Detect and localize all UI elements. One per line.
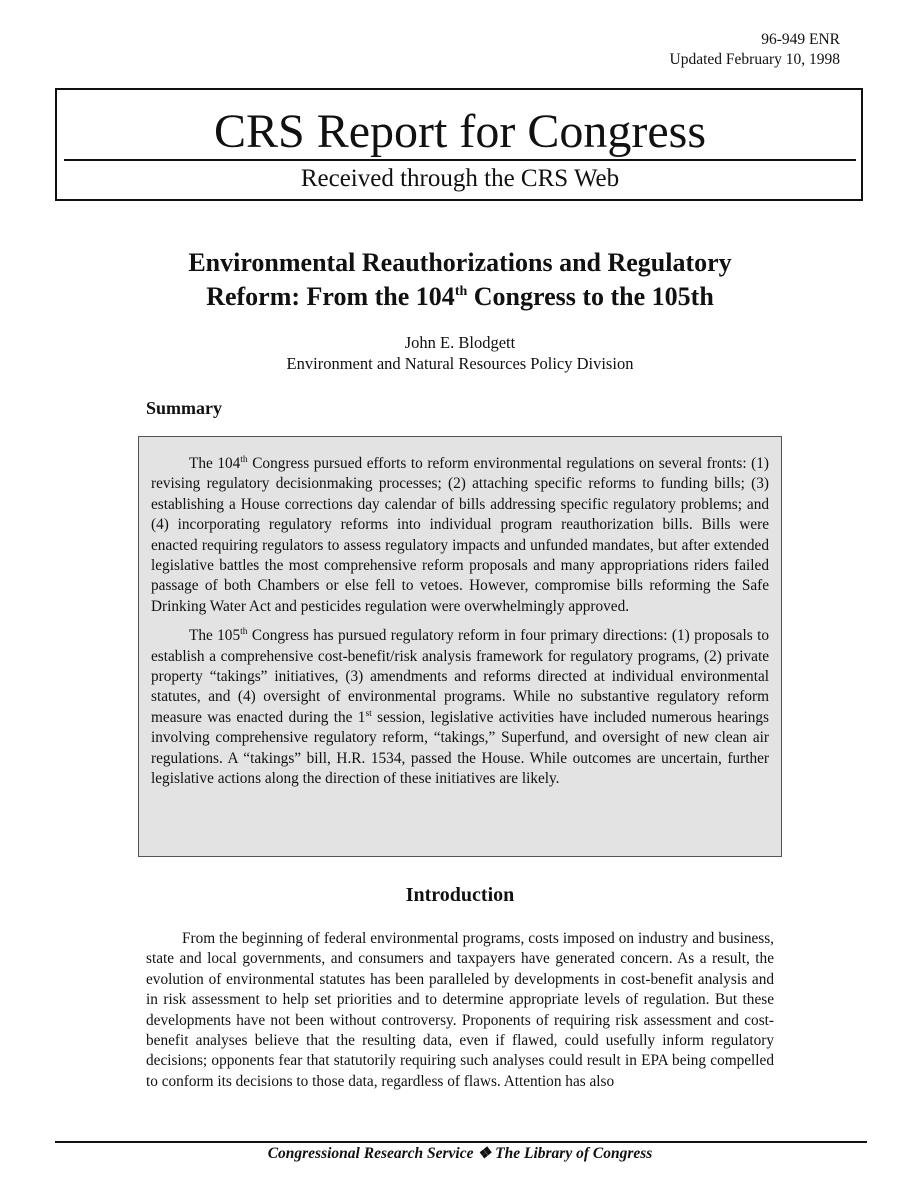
introduction-heading: Introduction: [405, 884, 515, 906]
summary-p1-text: Congress pursued efforts to reform environmental regulations on several fronts: (1) revising regulatory decisionmaking processes; (2) attaching specific reforms to funding bills; (3) establishing a House corrections day calendar of bills addressing specific regulatory problems; and (4) incorporating regulatory reforms into individual program reauthorization bills. Bills were enacted requiring regulators to assess regulatory impacts and unfunded mandates, but after extended legislative battles the most comprehensive reform proposals and many appropriations riders failed passage of both Chambers or else fell to vetoes. However, compromise bills reforming the Safe Drinking Water Act and pesticides regulation were overwhelmingly approved.: [151, 455, 769, 615]
report-number: 96-949 ENR: [761, 31, 840, 48]
document-title-line-1: Environmental Reauthorizations and Regulatory: [188, 248, 732, 277]
footer-divider: [55, 1141, 867, 1143]
header-title: CRS Report for Congress: [214, 105, 706, 158]
document-title-line-2: [0, 280, 920, 314]
introduction-paragraph: From the beginning of federal environmental programs, costs imposed on industry and business, state and local governments, and consumers and taxpayers have generated concern. As a result, the evolution of environmental statutes has been paralleled by developments in cost-benefit analysis and in risk assessment to help set priorities and to determine appropriate levels of regulation. But these developments have not been without controversy. Proponents of requiring risk assessment and cost-benefit analyses believe that the resulting data, even if flawed, could usefully inform regulatory decisions; opponents fear that statutorily requiring such analyses could result in EPA being compelled to conform its decisions to those data, regardless of flaws. Attention has also: [146, 930, 774, 1090]
summary-box: [138, 436, 782, 857]
title-line-2-end: Congress to the 105th: [467, 282, 714, 311]
summary-p2-start: The 105: [189, 627, 241, 645]
report-identifier: [670, 30, 840, 70]
author-block: [0, 332, 920, 374]
summary-paragraph-1: [151, 454, 769, 617]
document-title: [0, 246, 920, 314]
report-updated-date: Updated February 10, 1998: [669, 51, 840, 68]
header-subtitle: Received through the CRS Web: [300, 165, 620, 192]
title-line-2-start: Reform: From the 104: [206, 282, 455, 311]
title-ordinal-suffix: th: [454, 284, 468, 299]
summary-p2-text-b: session, legislative activities have included numerous hearings involving comprehensive regulatory reform, “takings,” Superfund, and oversight of new clean air regulations. A “takings” bill, H.R. 1534, passed the House. While outcomes are uncertain, further legislative actions along the direction of these initiatives are likely.: [151, 708, 769, 788]
summary-p2-session-ordinal: st: [365, 708, 372, 719]
summary-p1-ordinal: th: [240, 455, 248, 465]
summary-p2-ordinal: th: [240, 627, 248, 638]
summary-heading: Summary: [146, 398, 222, 418]
summary-paragraph-2: [151, 626, 769, 789]
summary-p2-text-a: Congress has pursued regulatory reform in four primary directions: (1) proposals to establish a comprehensive cost-benefit/risk analysis framework for regulatory programs, (2) private property “takings” initiatives, (3) amendments and reforms directed at individual environmental statutes, and (4) oversight of environmental programs. While no substantive regulatory reform measure was enacted during the 1: [151, 627, 769, 726]
footer-text: Congressional Research Service ❖ The Library of Congress: [267, 1145, 653, 1162]
header-divider: [64, 159, 856, 161]
summary-p1-start: The 104: [189, 455, 241, 472]
author-division: Environment and Natural Resources Policy Division: [286, 354, 634, 373]
author-name: John E. Blodgett: [404, 333, 516, 352]
